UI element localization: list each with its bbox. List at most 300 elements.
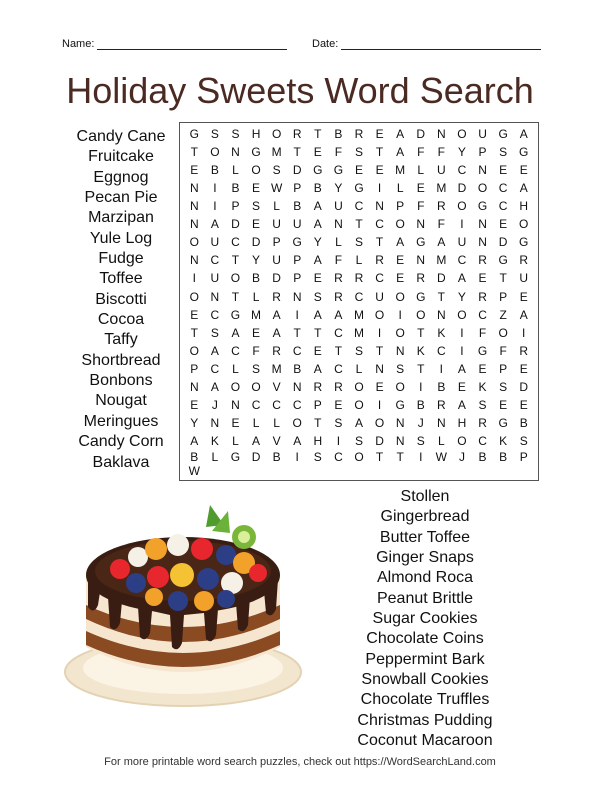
- grid-letter: E: [252, 325, 261, 340]
- grid-letter: S: [231, 127, 240, 142]
- grid-letter: D: [231, 217, 240, 232]
- grid-letter: C: [437, 343, 446, 358]
- grid-letter: A: [457, 361, 466, 376]
- grid-letter: O: [374, 307, 385, 322]
- grid-letter: R: [478, 415, 487, 430]
- grid-letter: U: [210, 271, 220, 286]
- grid-letter: O: [189, 289, 199, 304]
- grid-letter: G: [292, 235, 302, 250]
- grid-letter: N: [395, 433, 405, 448]
- grid-letter: E: [375, 379, 384, 394]
- grid-letter: L: [335, 235, 342, 250]
- grid-letter: F: [499, 343, 507, 358]
- grid-letter: G: [230, 449, 241, 464]
- grid-letter: U: [478, 127, 487, 142]
- name-line[interactable]: [97, 39, 287, 50]
- word-list-item: Chocolate Coins: [366, 630, 484, 648]
- grid-letter: A: [313, 217, 322, 232]
- grid-letter: O: [395, 325, 405, 340]
- grid-letter: T: [231, 289, 240, 304]
- grid-letter: I: [460, 325, 464, 340]
- grid-letter: E: [457, 379, 466, 394]
- grid-letter: A: [519, 181, 528, 196]
- grid-letter: N: [478, 163, 487, 178]
- grid-letter: M: [271, 145, 282, 160]
- word-list-item: Coconut Macaroon: [357, 732, 493, 750]
- grid-letter: N: [416, 253, 426, 268]
- grid-letter: T: [375, 449, 384, 464]
- grid-letter: G: [519, 235, 529, 250]
- grid-letter: P: [272, 235, 281, 250]
- grid-letter: M: [436, 181, 447, 196]
- grid-letter: A: [354, 415, 363, 430]
- grid-letter: N: [437, 127, 446, 142]
- grid-letter: T: [437, 289, 446, 304]
- grid-letter: J: [417, 415, 424, 430]
- word-list-item: Peanut Brittle: [376, 589, 474, 607]
- grid-letter: R: [334, 379, 343, 394]
- grid-letter: D: [375, 433, 384, 448]
- grid-letter: E: [519, 361, 528, 376]
- grid-letter: R: [354, 271, 364, 286]
- word-list-item: Chocolate Truffles: [360, 691, 490, 709]
- grid-letter: O: [189, 343, 199, 358]
- grid-letter: D: [457, 181, 467, 196]
- grid-letter: O: [498, 325, 508, 340]
- grid-letter: G: [416, 289, 426, 304]
- word-list-item: Christmas Pudding: [357, 711, 493, 729]
- grid-letter: S: [354, 343, 363, 358]
- grid-letter: Y: [457, 289, 466, 304]
- word-list-item: Marzipan: [88, 209, 154, 227]
- grid-letter: O: [354, 397, 364, 412]
- grid-letter: A: [210, 217, 219, 232]
- grid-letter: I: [398, 307, 402, 322]
- grid-letter: E: [334, 397, 343, 412]
- grid-letter: E: [499, 397, 508, 412]
- grid-letter: G: [477, 343, 488, 358]
- grid-letter: T: [314, 415, 322, 430]
- grid-letter: O: [395, 217, 405, 232]
- grid-letter: N: [189, 217, 199, 232]
- grid-letter: L: [355, 361, 363, 376]
- grid-letter: S: [252, 199, 261, 214]
- grid-letter: C: [272, 397, 281, 412]
- grid-letter: L: [211, 449, 219, 464]
- grid-letter: W: [435, 449, 447, 464]
- grid-letter: C: [231, 343, 240, 358]
- grid-letter: B: [190, 449, 199, 464]
- grid-letter: B: [437, 379, 446, 394]
- word-list-item: Shortbread: [81, 351, 161, 369]
- grid-letter: P: [519, 449, 528, 464]
- grid-letter: J: [211, 397, 218, 412]
- grid-letter: N: [210, 289, 220, 304]
- grid-letter: F: [478, 325, 487, 340]
- grid-letter: T: [314, 325, 322, 340]
- grid-letter: H: [251, 127, 261, 142]
- grid-letter: F: [417, 145, 425, 160]
- grid-letter: C: [457, 163, 467, 178]
- word-list-item: Fudge: [98, 250, 144, 268]
- grid-letter: B: [252, 271, 261, 286]
- grid-letter: E: [313, 145, 322, 160]
- grid-letter: E: [231, 415, 240, 430]
- grid-letter: R: [272, 343, 281, 358]
- grid-letter: G: [498, 127, 508, 142]
- grid-letter: A: [252, 433, 261, 448]
- grid-letter: H: [313, 433, 323, 448]
- grid-letter: K: [437, 325, 446, 340]
- grid-letter: U: [272, 253, 281, 268]
- grid-letter: G: [313, 163, 323, 178]
- grid-letter: S: [313, 289, 322, 304]
- grid-letter: W: [188, 463, 200, 478]
- grid-letter: G: [477, 199, 488, 214]
- grid-letter: A: [313, 199, 322, 214]
- grid-letter: B: [519, 415, 528, 430]
- footer-text: For more printable word search puzzles, check out https://WordSearchLand.com: [104, 756, 496, 768]
- grid-letter: I: [192, 271, 196, 286]
- grid-letter: C: [478, 307, 487, 322]
- grid-letter: C: [498, 199, 508, 214]
- grid-letter: Y: [190, 415, 199, 430]
- grid-letter: E: [478, 361, 487, 376]
- word-list-item: Fruitcake: [88, 148, 154, 166]
- grid-letter: V: [272, 379, 281, 394]
- grid-letter: L: [252, 289, 260, 304]
- grid-letter: B: [293, 199, 302, 214]
- word-list-item: Snowball Cookies: [361, 671, 489, 689]
- grid-letter: L: [232, 361, 239, 376]
- grid-letter: A: [293, 433, 302, 448]
- grid-letter: U: [457, 235, 467, 250]
- grid-letter: D: [498, 235, 508, 250]
- grid-letter: C: [251, 397, 261, 412]
- word-list-left: [65, 127, 177, 473]
- grid-letter: I: [419, 449, 423, 464]
- grid-letter: O: [230, 379, 241, 394]
- grid-letter: D: [272, 271, 281, 286]
- grid-letter: S: [210, 127, 219, 142]
- word-list-item: Pecan Pie: [84, 189, 158, 207]
- grid-letter: I: [295, 307, 299, 322]
- grid-letter: P: [190, 361, 199, 376]
- grid-letter: S: [354, 433, 363, 448]
- grid-letter: F: [437, 145, 446, 160]
- grid-letter: O: [457, 433, 467, 448]
- grid-letter: N: [478, 235, 487, 250]
- grid-letter: I: [377, 325, 382, 340]
- grid-letter: B: [272, 449, 281, 464]
- grid-letter: E: [499, 217, 508, 232]
- grid-letter: S: [334, 415, 343, 430]
- grid-letter: T: [375, 145, 384, 160]
- grid-letter: C: [334, 449, 343, 464]
- grid-letter: I: [213, 181, 217, 196]
- grid-letter: T: [375, 235, 384, 250]
- grid-letter: C: [354, 199, 364, 214]
- word-list-item: Cocoa: [97, 311, 145, 329]
- grid-letter: E: [252, 217, 261, 232]
- grid-letter: Y: [457, 145, 466, 160]
- grid-letter: G: [189, 127, 199, 142]
- grid-letter: L: [355, 253, 363, 268]
- grid-letter: F: [417, 199, 425, 214]
- grid-letter: R: [519, 253, 529, 268]
- page-title: Holiday Sweets Word Search: [66, 70, 534, 111]
- grid-letter: O: [189, 235, 199, 250]
- grid-letter: O: [354, 379, 364, 394]
- grid-letter: R: [375, 253, 384, 268]
- grid-letter: A: [272, 325, 281, 340]
- grid-letter: M: [436, 253, 447, 268]
- grid-letter: P: [478, 145, 487, 160]
- grid-letter: A: [457, 271, 466, 286]
- grid-letter: U: [519, 271, 529, 286]
- word-list-item: Nougat: [95, 392, 147, 410]
- grid-letter: P: [293, 253, 302, 268]
- grid-letter: N: [292, 379, 302, 394]
- letter-grid: [179, 122, 539, 481]
- grid-letter: R: [272, 289, 281, 304]
- cake-illustration: [58, 497, 308, 712]
- grid-letter: A: [396, 145, 405, 160]
- grid-letter: C: [292, 343, 302, 358]
- grid-letter: T: [293, 145, 301, 160]
- grid-letter: O: [395, 379, 405, 394]
- grid-letter: T: [396, 449, 404, 464]
- grid-letter: M: [353, 307, 364, 322]
- name-label: Name:: [62, 38, 95, 50]
- word-list-item: Baklava: [92, 453, 150, 471]
- date-field[interactable]: [312, 38, 541, 50]
- word-list-item: Meringues: [83, 412, 159, 430]
- grid-letter: B: [313, 181, 322, 196]
- grid-letter: E: [375, 163, 384, 178]
- grid-letter: E: [396, 271, 405, 286]
- name-field[interactable]: [62, 38, 287, 50]
- word-list-item: Biscotti: [95, 290, 147, 308]
- grid-letter: V: [272, 433, 281, 448]
- grid-letter: Y: [334, 181, 343, 196]
- grid-letter: U: [334, 199, 343, 214]
- grid-letter: R: [334, 289, 343, 304]
- grid-letter: S: [396, 361, 405, 376]
- grid-letter: P: [499, 289, 508, 304]
- grid-letter: C: [457, 253, 467, 268]
- grid-letter: O: [457, 199, 467, 214]
- grid-letter: A: [313, 253, 322, 268]
- grid-letter: T: [314, 127, 322, 142]
- grid-letter: F: [252, 343, 260, 358]
- grid-letter: S: [313, 449, 322, 464]
- grid-letter: E: [375, 127, 384, 142]
- grid-letter: T: [231, 253, 240, 268]
- grid-letter: A: [272, 307, 281, 322]
- grid-letter: C: [210, 253, 220, 268]
- grid-letter: U: [272, 217, 281, 232]
- grid-letter: U: [292, 217, 302, 232]
- grid-letter: P: [231, 199, 240, 214]
- word-list-item: Eggnog: [93, 168, 149, 186]
- grid-letter: T: [417, 361, 425, 376]
- grid-letter: I: [522, 325, 526, 340]
- grid-letter: S: [354, 235, 363, 250]
- grid-letter: I: [295, 449, 299, 464]
- grid-letter: O: [251, 163, 261, 178]
- grid-letter: N: [189, 253, 199, 268]
- grid-letter: N: [189, 379, 199, 394]
- grid-letter: C: [375, 271, 384, 286]
- date-label: Date:: [312, 38, 339, 50]
- grid-letter: T: [499, 271, 507, 286]
- word-list-item: Candy Corn: [78, 433, 164, 451]
- grid-letter: O: [457, 127, 467, 142]
- grid-letter: D: [437, 271, 446, 286]
- grid-letter: L: [417, 163, 425, 178]
- grid-letter: R: [334, 271, 343, 286]
- grid-letter: D: [416, 127, 426, 142]
- grid-letter: C: [375, 217, 384, 232]
- grid-letter: I: [336, 433, 341, 448]
- word-list-item: Yule Log: [89, 229, 153, 247]
- grid-letter: E: [519, 163, 528, 178]
- grid-letter: N: [292, 289, 302, 304]
- grid-letter: F: [334, 145, 343, 160]
- grid-letter: E: [354, 163, 363, 178]
- grid-letter: P: [396, 199, 405, 214]
- grid-letter: N: [334, 217, 343, 232]
- grid-letter: H: [457, 415, 467, 430]
- word-list-item: Almond Roca: [376, 569, 474, 587]
- grid-letter: N: [189, 199, 199, 214]
- grid-letter: P: [293, 271, 302, 286]
- grid-letter: P: [293, 181, 302, 196]
- grid-letter: N: [375, 199, 384, 214]
- grid-letter: A: [231, 325, 240, 340]
- grid-letter: B: [231, 181, 240, 196]
- grid-letter: N: [375, 361, 384, 376]
- grid-letter: W: [270, 181, 283, 196]
- grid-letter: C: [292, 397, 302, 412]
- grid-letter: E: [252, 181, 261, 196]
- grid-letter: C: [354, 289, 364, 304]
- grid-letter: I: [460, 343, 464, 358]
- grid-letter: R: [478, 289, 487, 304]
- grid-letter: D: [519, 379, 529, 394]
- grid-letter: T: [293, 325, 301, 340]
- grid-letter: A: [334, 307, 343, 322]
- date-line[interactable]: [341, 39, 541, 50]
- grid-letter: O: [416, 307, 426, 322]
- grid-letter: B: [478, 449, 487, 464]
- grid-letter: T: [190, 145, 198, 160]
- grid-letter: P: [499, 361, 508, 376]
- grid-letter: C: [498, 181, 508, 196]
- grid-letter: E: [478, 271, 487, 286]
- grid-letter: B: [416, 397, 425, 412]
- grid-letter: E: [499, 163, 508, 178]
- grid-letter: K: [416, 343, 425, 358]
- grid-letter: I: [460, 217, 464, 232]
- grid-letter: N: [437, 415, 446, 430]
- grid-letter: B: [210, 163, 219, 178]
- word-list-item: Taffy: [104, 331, 138, 349]
- grid-letter: O: [210, 145, 220, 160]
- grid-letter: A: [313, 361, 322, 376]
- grid-letter: S: [416, 433, 425, 448]
- grid-letter: N: [210, 415, 220, 430]
- word-list-item: Bonbons: [89, 372, 153, 390]
- grid-letter: L: [396, 181, 404, 196]
- grid-letter: R: [313, 379, 323, 394]
- grid-letter: C: [210, 307, 220, 322]
- grid-letter: A: [519, 307, 528, 322]
- grid-letter: G: [354, 181, 364, 196]
- grid-letter: A: [190, 433, 199, 448]
- grid-letter: K: [499, 433, 508, 448]
- grid-letter: N: [416, 217, 426, 232]
- grid-letter: N: [395, 343, 405, 358]
- grid-letter: R: [354, 127, 364, 142]
- grid-letter: A: [396, 127, 405, 142]
- grid-letter: J: [458, 449, 465, 464]
- grid-letter: I: [213, 199, 217, 214]
- grid-letter: N: [437, 307, 446, 322]
- grid-letter: N: [189, 181, 199, 196]
- grid-letter: E: [190, 307, 199, 322]
- grid-letter: O: [477, 181, 488, 196]
- grid-letter: G: [333, 163, 344, 178]
- grid-letter: I: [419, 379, 423, 394]
- grid-letter: H: [519, 199, 529, 214]
- grid-letter: S: [210, 325, 219, 340]
- grid-letter: E: [396, 253, 405, 268]
- word-list-item: Butter Toffee: [379, 528, 471, 546]
- grid-letter: R: [416, 271, 426, 286]
- grid-letter: R: [437, 397, 446, 412]
- word-list-item: Peppermint Bark: [365, 650, 485, 668]
- grid-letter: O: [457, 307, 467, 322]
- grid-letter: D: [251, 235, 261, 250]
- grid-letter: R: [437, 199, 446, 214]
- grid-letter: E: [190, 397, 199, 412]
- grid-letter: N: [231, 397, 240, 412]
- grid-letter: B: [499, 449, 508, 464]
- grid-letter: T: [190, 325, 198, 340]
- grid-letter: S: [478, 397, 487, 412]
- grid-letter: S: [499, 379, 508, 394]
- word-list-item: Stollen: [400, 488, 450, 505]
- grid-letter: O: [354, 449, 364, 464]
- grid-letter: K: [478, 379, 487, 394]
- grid-letter: U: [375, 289, 384, 304]
- grid-letter: B: [334, 127, 343, 142]
- word-list-item: Sugar Cookies: [372, 610, 478, 628]
- grid-letter: Y: [313, 235, 322, 250]
- grid-letter: C: [478, 433, 487, 448]
- grid-letter: B: [293, 361, 302, 376]
- grid-letter: L: [232, 433, 239, 448]
- grid-letter: F: [334, 253, 343, 268]
- grid-letter: I: [377, 397, 382, 412]
- grid-letter: G: [230, 307, 241, 322]
- word-list-right: [345, 487, 505, 751]
- grid-letter: A: [457, 397, 466, 412]
- grid-letter: O: [374, 415, 385, 430]
- grid-letter: E: [416, 181, 425, 196]
